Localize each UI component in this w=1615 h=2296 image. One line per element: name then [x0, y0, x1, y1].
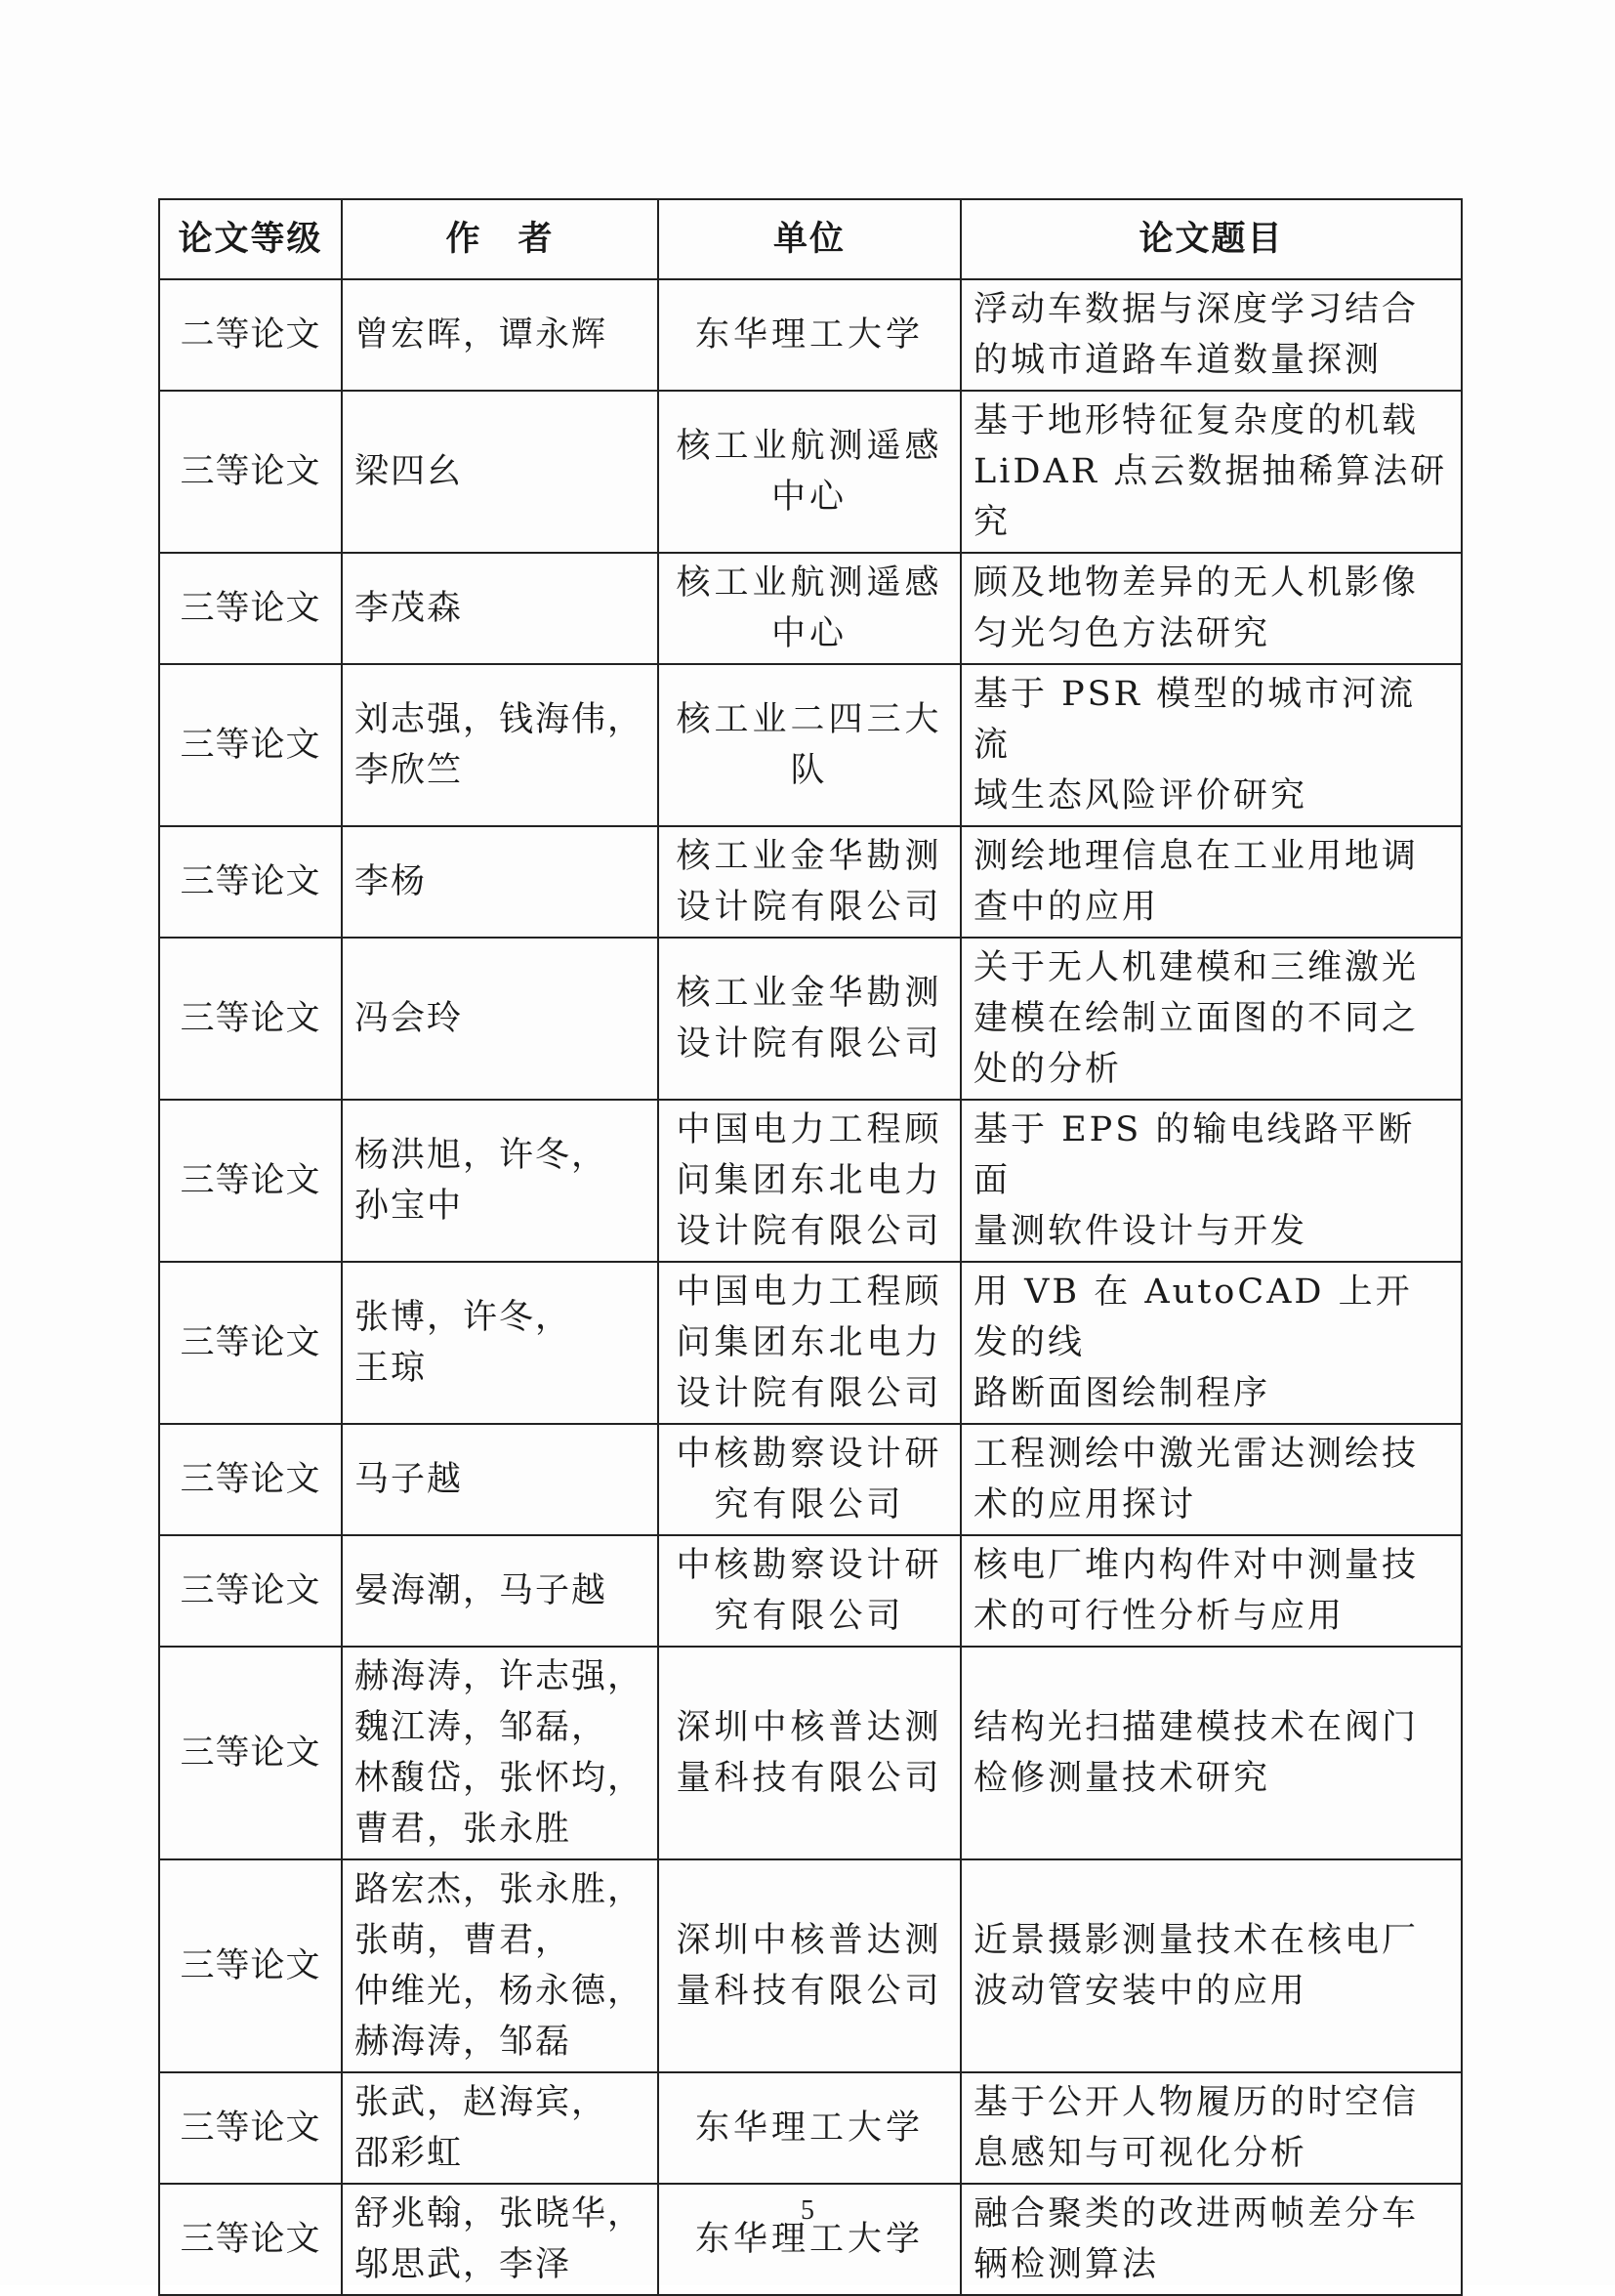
cell-authors-line: 舒兆翰，张晓华， [354, 2194, 644, 2233]
cell-title-line: 顾及地物差异的无人机影像 [973, 564, 1420, 603]
cell-title-line: 域生态风险评价研究 [973, 776, 1308, 815]
cell-grade: 三等论文 [159, 2072, 342, 2184]
table-row [159, 826, 1462, 938]
cell-title-line: LiDAR 点云数据抽稀算法研 [973, 452, 1448, 491]
cell-authors-line: 张萌，曹君， [354, 1921, 572, 1960]
cell-unit-line: 深圳中核普达测 [676, 1921, 943, 1960]
cell-unit-line: 设计院有限公司 [676, 1212, 943, 1251]
cell-unit-line: 问集团东北电力 [676, 1323, 943, 1362]
cell-unit-line: 设计院有限公司 [676, 1024, 943, 1064]
cell-title [961, 1100, 1462, 1262]
cell-authors [342, 1859, 658, 2072]
cell-unit-line: 中心 [770, 614, 848, 653]
cell-title-line: 查中的应用 [973, 888, 1160, 927]
cell-unit-line: 中国电力工程顾 [676, 1273, 943, 1312]
cell-title-line: 近景摄影测量技术在核电厂 [973, 1921, 1420, 1960]
cell-unit-line: 核工业金华勘测 [676, 974, 943, 1013]
table-row [159, 1647, 1462, 1859]
cell-title [961, 2072, 1462, 2184]
cell-authors-line: 赫海涛，许志强， [354, 1657, 644, 1696]
cell-authors-line: 张博，许冬， [354, 1298, 572, 1337]
cell-title-line: 工程测绘中激光雷达测绘技 [973, 1435, 1420, 1474]
cell-grade: 三等论文 [159, 1262, 342, 1424]
cell-grade: 三等论文 [159, 2184, 342, 2295]
table-row [159, 391, 1462, 553]
cell-unit [658, 553, 961, 664]
table-row [159, 553, 1462, 664]
cell-unit-line: 中核勘察设计研 [676, 1546, 943, 1585]
cell-authors [342, 553, 658, 664]
cell-authors-line: 孙宝中 [354, 1187, 464, 1226]
cell-authors [342, 279, 658, 391]
cell-authors [342, 1424, 658, 1535]
cell-title [961, 664, 1462, 826]
cell-authors-line: 李杨 [354, 862, 428, 901]
cell-unit [658, 2072, 961, 2184]
cell-authors-line: 邬思武，李泽 [354, 2245, 572, 2284]
cell-title [961, 938, 1462, 1100]
cell-unit-line: 究有限公司 [714, 1597, 905, 1636]
cell-authors-line: 魏江涛，邹磊， [354, 1708, 608, 1747]
table-row [159, 938, 1462, 1100]
cell-grade: 二等论文 [159, 279, 342, 391]
table-row [159, 279, 1462, 391]
cell-authors-line: 曾宏晖，谭永辉 [354, 315, 608, 355]
header-title: 论文题目 [961, 199, 1462, 279]
cell-authors-line: 冯会玲 [354, 999, 464, 1038]
cell-title-line: 辆检测算法 [973, 2245, 1160, 2284]
cell-grade: 三等论文 [159, 938, 342, 1100]
cell-grade: 三等论文 [159, 1424, 342, 1535]
cell-title-line: 建模在绘制立面图的不同之 [973, 999, 1420, 1038]
table-row [159, 1424, 1462, 1535]
header-unit: 单位 [658, 199, 961, 279]
cell-title [961, 1262, 1462, 1424]
cell-title-line: 术的应用探讨 [973, 1485, 1197, 1524]
header-grade: 论文等级 [159, 199, 342, 279]
cell-authors-line: 李欣竺 [354, 751, 464, 790]
cell-unit-line: 东华理工大学 [694, 2108, 924, 2148]
cell-authors-line: 张武，赵海宾， [354, 2083, 608, 2122]
cell-grade: 三等论文 [159, 664, 342, 826]
cell-title-line: 关于无人机建模和三维激光 [973, 948, 1420, 987]
cell-authors [342, 826, 658, 938]
cell-title [961, 1424, 1462, 1535]
cell-title-line: 融合聚类的改进两帧差分车 [973, 2194, 1420, 2233]
cell-authors-line: 梁四幺 [354, 452, 464, 491]
cell-unit-line: 设计院有限公司 [676, 888, 943, 927]
cell-unit-line: 中心 [770, 478, 848, 517]
cell-unit-line: 东华理工大学 [694, 2220, 924, 2259]
cell-authors-line: 晏海潮，马子越 [354, 1571, 608, 1610]
award-table [158, 198, 1463, 2296]
cell-unit-line: 量科技有限公司 [676, 1759, 943, 1798]
cell-authors-line: 杨洪旭，许冬， [354, 1136, 608, 1175]
cell-unit-line: 东华理工大学 [694, 315, 924, 355]
cell-authors-line: 路宏杰，张永胜， [354, 1870, 644, 1909]
cell-title-line: 核电厂堆内构件对中测量技 [973, 1546, 1420, 1585]
cell-title [961, 553, 1462, 664]
cell-unit [658, 826, 961, 938]
cell-authors [342, 1100, 658, 1262]
table-row [159, 1262, 1462, 1424]
header-authors: 作 者 [342, 199, 658, 279]
cell-grade: 三等论文 [159, 1535, 342, 1647]
cell-authors-line: 刘志强，钱海伟， [354, 700, 644, 739]
cell-unit-line: 核工业航测遥感 [676, 564, 943, 603]
cell-title-line: 测绘地理信息在工业用地调 [973, 837, 1420, 876]
table-row [159, 1859, 1462, 2072]
cell-authors [342, 2072, 658, 2184]
table-row [159, 2072, 1462, 2184]
cell-authors-line: 马子越 [354, 1460, 464, 1499]
cell-authors-line: 林馥岱，张怀均， [354, 1759, 644, 1798]
cell-title [961, 1535, 1462, 1647]
cell-unit-line: 量科技有限公司 [676, 1972, 943, 2011]
cell-unit-line: 问集团东北电力 [676, 1161, 943, 1200]
cell-authors [342, 1535, 658, 1647]
cell-unit-line: 核工业二四三大 [676, 700, 943, 739]
cell-title [961, 826, 1462, 938]
cell-title-line: 究 [973, 503, 1012, 542]
cell-unit [658, 1859, 961, 2072]
cell-unit-line: 核工业金华勘测 [676, 837, 943, 876]
table-row [159, 1535, 1462, 1647]
cell-title-line: 处的分析 [973, 1050, 1123, 1089]
cell-unit [658, 664, 961, 826]
cell-title-line: 息感知与可视化分析 [973, 2134, 1308, 2173]
cell-unit-line: 中核勘察设计研 [676, 1435, 943, 1474]
cell-unit-line: 深圳中核普达测 [676, 1708, 943, 1747]
cell-unit [658, 391, 961, 553]
cell-title-line: 波动管安装中的应用 [973, 1972, 1308, 2011]
cell-authors [342, 1262, 658, 1424]
table-row [159, 664, 1462, 826]
cell-title [961, 1859, 1462, 2072]
cell-authors-line: 王琼 [354, 1349, 428, 1388]
table-header-row [159, 199, 1462, 279]
cell-unit-line: 究有限公司 [714, 1485, 905, 1524]
cell-unit [658, 1424, 961, 1535]
table-row [159, 1100, 1462, 1262]
cell-title-line: 结构光扫描建模技术在阀门 [973, 1708, 1420, 1747]
cell-title-line: 的城市道路车道数量探测 [973, 341, 1383, 380]
page-number: 5 [801, 2195, 814, 2226]
cell-grade: 三等论文 [159, 391, 342, 553]
cell-unit [658, 1535, 961, 1647]
cell-unit [658, 279, 961, 391]
cell-title-line: 量测软件设计与开发 [973, 1212, 1308, 1251]
cell-title-line: 检修测量技术研究 [973, 1759, 1271, 1798]
cell-authors-line: 邵彩虹 [354, 2134, 464, 2173]
cell-unit-line: 队 [790, 751, 829, 790]
cell-unit-line: 核工业航测遥感 [676, 427, 943, 466]
cell-grade: 三等论文 [159, 1647, 342, 1859]
cell-unit [658, 1647, 961, 1859]
cell-unit [658, 1100, 961, 1262]
cell-unit-line: 中国电力工程顾 [676, 1110, 943, 1149]
cell-grade: 三等论文 [159, 553, 342, 664]
cell-authors-line: 仲维光，杨永德， [354, 1972, 644, 2011]
cell-grade: 三等论文 [159, 826, 342, 938]
cell-title-line: 用 VB 在 AutoCAD 上开发的线 [973, 1273, 1413, 1362]
cell-title-line: 浮动车数据与深度学习结合 [973, 290, 1420, 329]
cell-grade: 三等论文 [159, 1859, 342, 2072]
cell-title-line: 路断面图绘制程序 [973, 1374, 1271, 1413]
cell-title [961, 391, 1462, 553]
table-body [159, 279, 1462, 2295]
cell-grade: 三等论文 [159, 1100, 342, 1262]
cell-title-line: 匀光匀色方法研究 [973, 614, 1271, 653]
cell-authors [342, 1647, 658, 1859]
cell-authors-line: 赫海涛，邹磊 [354, 2023, 572, 2062]
cell-authors-line: 曹君，张永胜 [354, 1810, 572, 1849]
cell-title-line: 基于地形特征复杂度的机载 [973, 401, 1420, 440]
cell-authors [342, 391, 658, 553]
cell-unit-line: 设计院有限公司 [676, 1374, 943, 1413]
cell-title [961, 279, 1462, 391]
cell-unit [658, 1262, 961, 1424]
cell-title-line: 基于 PSR 模型的城市河流流 [973, 675, 1417, 765]
cell-authors-line: 李茂森 [354, 589, 464, 628]
cell-title-line: 基于公开人物履历的时空信 [973, 2083, 1420, 2122]
cell-unit [658, 938, 961, 1100]
cell-authors [342, 664, 658, 826]
cell-title [961, 1647, 1462, 1859]
cell-authors [342, 938, 658, 1100]
cell-title-line: 基于 EPS 的输电线路平断面 [973, 1110, 1416, 1200]
cell-title-line: 术的可行性分析与应用 [973, 1597, 1346, 1636]
